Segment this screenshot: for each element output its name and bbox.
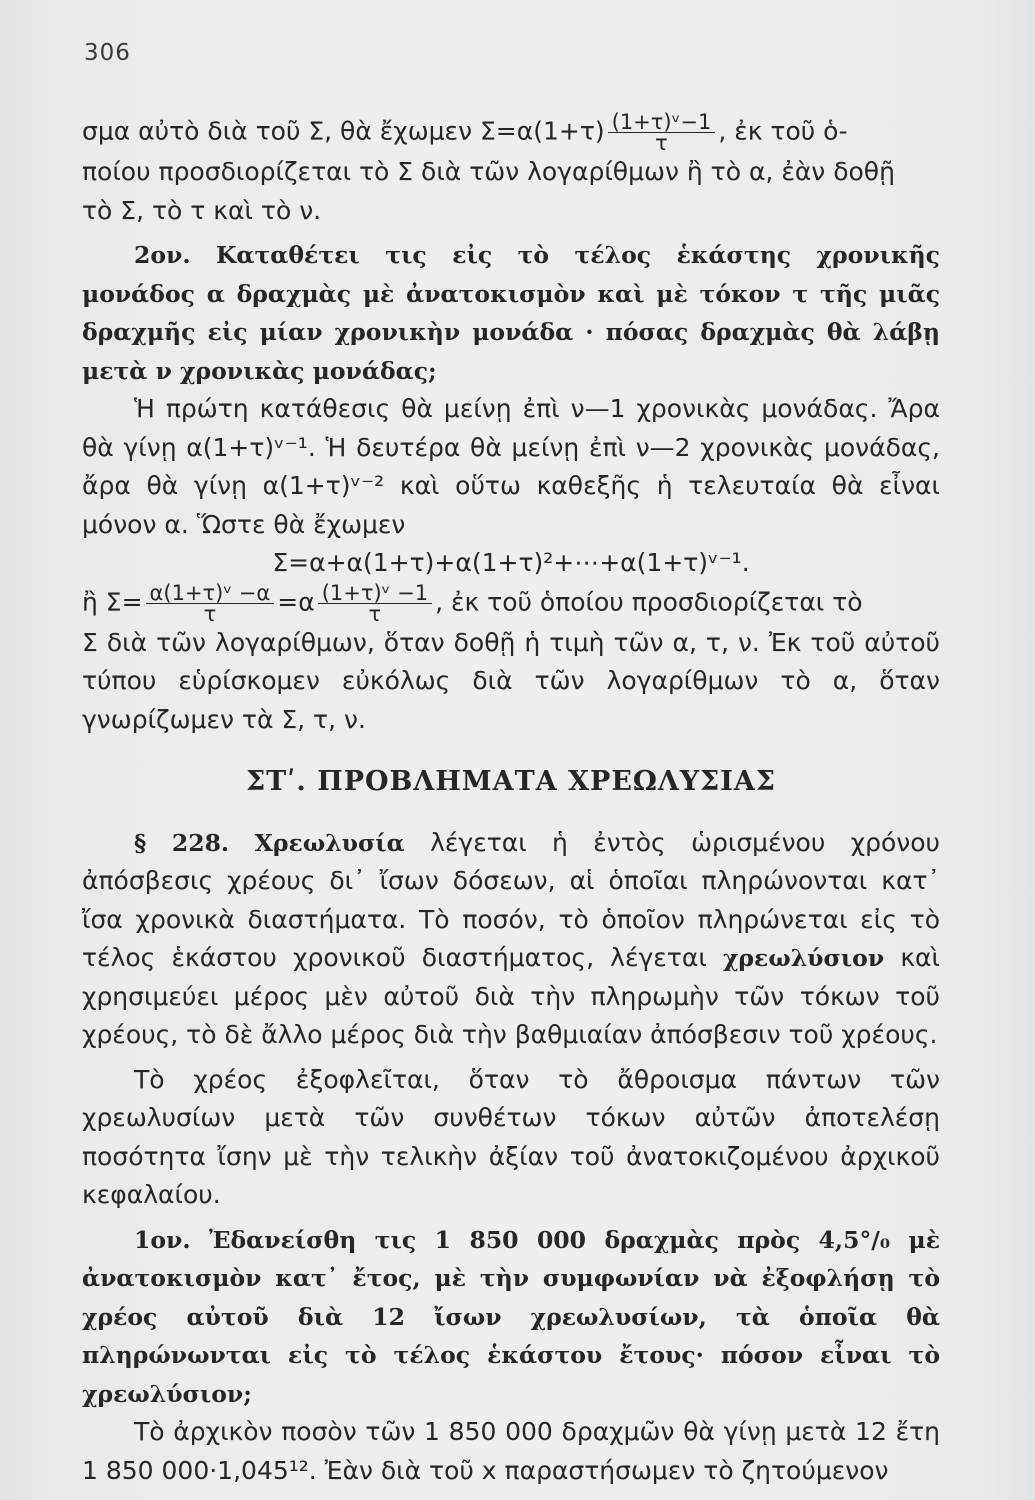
page-body bbox=[82, 112, 940, 1490]
section-228-text-a: λέγεται ἡ ἐντὸς ὡρισμένου χρόνου ἀπόσβεσις χρέους δι᾽ ἴσων δόσεων, αἱ ὁποῖαι πληρώνονται κατ᾽ ἴσα χρονικὰ διαστήματα. Τὸ ποσόν, τὸ ὁποῖον πληρώνεται εἰς τὸ τέλος ἑκάστου χρονικοῦ διαστήματος, λέγεται bbox=[82, 827, 940, 972]
problem-2-solution-b: Σ διὰ τῶν λογαρίθμων, ὅταν δοθῇ ἡ τιμὴ τῶν α, τ, ν. Ἐκ τοῦ αὐτοῦ τύπου εὑρίσκομεν εὐκόλως διὰ τῶν λογαρίθμων τὸ α, ὅταν γνωρίζωμεν τὰ Σ, τ, ν. bbox=[82, 627, 940, 734]
formula-suffix: , ἐκ τοῦ ὁποίου προσδιορίζεται τὸ bbox=[435, 587, 863, 616]
term-chreolysion: χρεωλύσιον bbox=[722, 944, 885, 972]
section-228-definition bbox=[82, 824, 940, 1055]
formula-line-1 bbox=[82, 112, 940, 153]
section-heading: ΣΤʹ. ΠΡΟΒΛΗΜΑΤΑ ΧΡΕΩΛΥΣΙΑΣ bbox=[246, 766, 776, 797]
problem-2-statement: 2ον. Καταθέτει τις εἰς τὸ τέλος ἑκάστης χρονικῆς μονάδος α δραχμὰς μὲ ἀνατοκισμὸν καὶ μὲ τόκον τ τῆς μιᾶς δραχμῆς εἰς μίαν χρονικὴν μονάδα · πόσας δραχμὰς θὰ λάβῃ μετὰ ν χρονικὰς μονάδας; bbox=[82, 241, 940, 385]
fraction-numerator: (1+τ)ᵛ−1 bbox=[608, 112, 716, 133]
fraction-2-denominator: τ bbox=[368, 601, 382, 626]
closed-formula-line bbox=[82, 580, 940, 626]
problem-2-solution-a: Ἡ πρώτη κατάθεσις θὰ μείνῃ ἐπὶ ν—1 χρονικὰς μονάδας. Ἄρα θὰ γίνῃ α(1+τ)ᵛ⁻¹. Ἡ δευτέρα θὰ μείνῃ ἐπὶ ν—2 χρονικὰς μονάδας, ἄρα θὰ γίνῃ α(1+τ)ᵛ⁻² καὶ οὕτω καθεξῆς ἡ τελευταία θὰ εἶναι μόνον α. Ὥστε θὰ ἔχωμεν bbox=[82, 394, 940, 539]
section-228-paragraph-2: Τὸ χρέος ἐξοφλεῖται, ὅταν τὸ ἄθροισμα πάντων τῶν χρεωλυσίων μετὰ τῶν συνθέτων τόκων αὐτῶν ἀποτελέσῃ ποσότητα ἴσην μὲ τὴν τελικὴν ἀξίαν τοῦ ἀνατοκιζομένου ἀρχικοῦ κεφαλαίου. bbox=[82, 1064, 940, 1209]
fraction-2 bbox=[318, 580, 432, 626]
section-228-label: § 228. Χρεωλυσία bbox=[134, 828, 405, 857]
sum-formula: Σ=α+α(1+τ)+α(1+τ)²+⋯+α(1+τ)ᵛ⁻¹. bbox=[272, 548, 750, 577]
problem-1-statement: 1ον. Ἐδανείσθη τις 1 850 000 δραχμὰς πρὸς 4,5°/₀ μὲ ἀνατοκισμὸν κατ᾽ ἔτος, μὲ τὴν συμφωνίαν νὰ ἐξοφλήσῃ τὸ χρέος αὐτοῦ διὰ 12 ἴσων χρεωλυσίων, τὰ ὁποῖα θὰ πληρώνωνται εἰς τὸ τέλος ἑκάστου ἔτους· πόσον εἶναι τὸ χρεωλύσιον; bbox=[82, 1225, 940, 1408]
equals-alpha: =α bbox=[277, 587, 315, 616]
section-228-text-b: καὶ χρησιμεύει μέρος μὲν αὐτοῦ διὰ τὴν πληρωμὴν τῶν τόκων τοῦ χρέους, τὸ δὲ ἄλλο μέρος διὰ τὴν βαθμιαίαν ἀπόσβεσιν τοῦ χρέους. bbox=[82, 943, 940, 1049]
fraction-1-numerator: α(1+τ)ᵛ −α bbox=[146, 583, 275, 604]
page-number: 306 bbox=[84, 40, 131, 66]
line-2: ποίου προσδιορίζεται τὸ Σ διὰ τῶν λογαρίθμων ἢ τὸ α, ἐὰν δοθῇ bbox=[82, 157, 895, 186]
fraction-2-numerator: (1+τ)ᵛ −1 bbox=[318, 583, 432, 604]
formula-prefix: ἢ Σ= bbox=[82, 587, 143, 616]
line-3: τὸ Σ, τὸ τ καὶ τὸ ν. bbox=[82, 195, 322, 225]
fraction bbox=[608, 112, 716, 153]
fraction-1 bbox=[146, 580, 275, 626]
line-1-text: σμα αὐτὸ διὰ τοῦ Σ, θὰ ἔχωμεν Σ=α(1+τ) bbox=[82, 116, 605, 146]
line-1-end: , ἐκ τοῦ ὁ- bbox=[718, 116, 848, 146]
fraction-1-denominator: τ bbox=[203, 601, 217, 626]
problem-1-solution: Τὸ ἀρχικὸν ποσὸν τῶν 1 850 000 δραχμῶν θὰ γίνῃ μετὰ 12 ἔτη 1 850 000·1,045¹². Ἐὰν διὰ τοῦ x παραστήσωμεν τὸ ζητούμενον bbox=[82, 1417, 940, 1485]
fraction-denominator: τ bbox=[655, 131, 668, 155]
